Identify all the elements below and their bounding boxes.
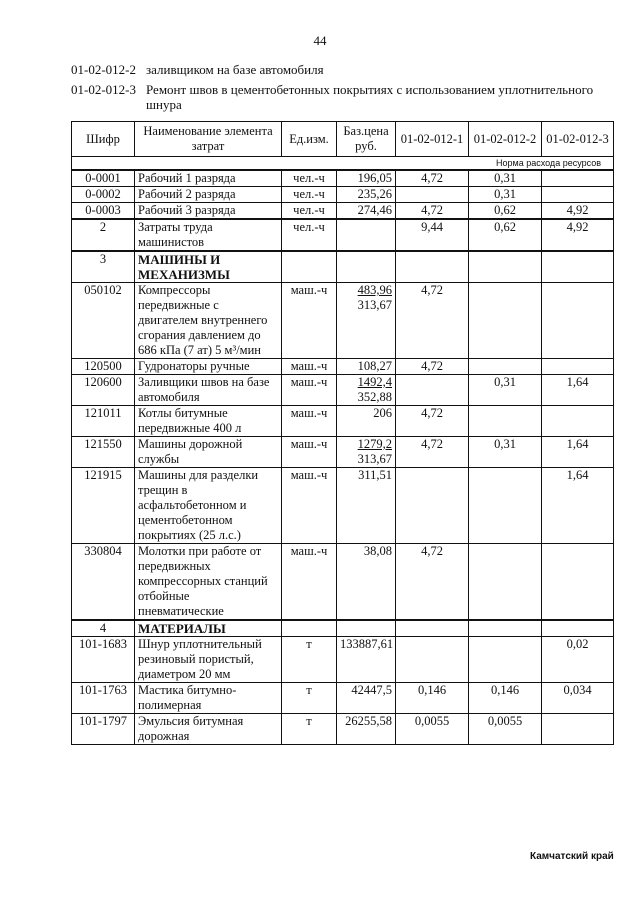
cell-name: Гудронаторы ручные bbox=[135, 359, 282, 375]
cell-price bbox=[337, 544, 396, 621]
cell-price bbox=[337, 683, 396, 714]
cell-v1: 4,72 bbox=[396, 544, 469, 621]
cell-v3: 4,92 bbox=[542, 219, 614, 251]
cell-name: Мастика битумно-полимерная bbox=[135, 683, 282, 714]
cell-v1 bbox=[396, 251, 469, 283]
cell-name: Затраты труда машинистов bbox=[135, 219, 282, 251]
cell-price bbox=[337, 251, 396, 283]
cell-v3: 1,64 bbox=[542, 468, 614, 544]
cell-price bbox=[337, 406, 396, 437]
price-value: 235,26 bbox=[357, 187, 392, 201]
cell-v1 bbox=[396, 375, 469, 406]
cell-price bbox=[337, 283, 396, 359]
cell-code: 120600 bbox=[72, 375, 135, 406]
cell-v3 bbox=[542, 359, 614, 375]
cell-v3 bbox=[542, 283, 614, 359]
cell-name: Эмульсия битумная дорожная bbox=[135, 714, 282, 745]
cell-v1: 4,72 bbox=[396, 203, 469, 220]
cell-code: 101-1683 bbox=[72, 637, 135, 683]
cell-price bbox=[337, 714, 396, 745]
cell-unit: чел.-ч bbox=[282, 203, 337, 220]
cell-price bbox=[337, 219, 396, 251]
cell-code: 121915 bbox=[72, 468, 135, 544]
cell-v1: 4,72 bbox=[396, 406, 469, 437]
cell-v1: 9,44 bbox=[396, 219, 469, 251]
cell-name: Машины для разделки трещин в асфальтобетонном и цементобетонном покрытиях (25 л.с.) bbox=[135, 468, 282, 544]
cell-price bbox=[337, 203, 396, 220]
cell-v3: 1,64 bbox=[542, 437, 614, 468]
table-row bbox=[72, 187, 614, 203]
cell-v2: 0,31 bbox=[469, 375, 542, 406]
cell-v1 bbox=[396, 187, 469, 203]
cell-code: 121011 bbox=[72, 406, 135, 437]
cell-v2 bbox=[469, 406, 542, 437]
norm-label: Норма расхода ресурсов bbox=[72, 157, 614, 171]
price-value: 1492,4 bbox=[357, 375, 392, 389]
cell-code: 101-1763 bbox=[72, 683, 135, 714]
cell-price bbox=[337, 375, 396, 406]
cell-code: 101-1797 bbox=[72, 714, 135, 745]
header-text: Ремонт швов в цементобетонных покрытиях с использованием уплотнительного шнура bbox=[146, 82, 594, 112]
cell-unit: маш.-ч bbox=[282, 544, 337, 621]
price-value: 274,46 bbox=[357, 203, 392, 217]
price-value: 108,27 bbox=[357, 359, 392, 373]
header-text: заливщиком на базе автомобиля bbox=[146, 62, 324, 77]
cell-v1: 4,72 bbox=[396, 170, 469, 187]
cell-name: Рабочий 1 разряда bbox=[135, 170, 282, 187]
price-value: 38,08 bbox=[363, 544, 392, 558]
cell-name: МАТЕРИАЛЫ bbox=[135, 620, 282, 637]
cell-code: 330804 bbox=[72, 544, 135, 621]
cell-v2: 0,62 bbox=[469, 219, 542, 251]
table-row bbox=[72, 468, 614, 544]
cell-code: 0-0001 bbox=[72, 170, 135, 187]
cell-v1: 4,72 bbox=[396, 437, 469, 468]
table-row bbox=[72, 359, 614, 375]
cell-code: 4 bbox=[72, 620, 135, 637]
cell-name: Рабочий 2 разряда bbox=[135, 187, 282, 203]
cell-v3: 0,034 bbox=[542, 683, 614, 714]
cell-unit: маш.-ч bbox=[282, 359, 337, 375]
cell-unit: чел.-ч bbox=[282, 219, 337, 251]
table-row bbox=[72, 437, 614, 468]
cell-v2 bbox=[469, 620, 542, 637]
page-number: 44 bbox=[313, 33, 327, 48]
resource-table bbox=[71, 121, 614, 745]
price-value: 1279,2 bbox=[357, 437, 392, 451]
cell-v3 bbox=[542, 170, 614, 187]
cell-name: МАШИНЫ И МЕХАНИЗМЫ bbox=[135, 251, 282, 283]
table-row bbox=[72, 251, 614, 283]
cell-code: 050102 bbox=[72, 283, 135, 359]
cell-unit: чел.-ч bbox=[282, 170, 337, 187]
cell-code: 3 bbox=[72, 251, 135, 283]
cell-price bbox=[337, 187, 396, 203]
cell-v2: 0,62 bbox=[469, 203, 542, 220]
col-header-v1: 01-02-012-1 bbox=[396, 122, 469, 157]
cell-v2: 0,146 bbox=[469, 683, 542, 714]
cell-unit bbox=[282, 620, 337, 637]
cell-price bbox=[337, 170, 396, 187]
header-code: 01-02-012-2 bbox=[71, 62, 136, 77]
cell-v2: 0,31 bbox=[469, 437, 542, 468]
price-value: 196,05 bbox=[357, 171, 392, 185]
cell-v1: 0,0055 bbox=[396, 714, 469, 745]
cell-v2 bbox=[469, 359, 542, 375]
cell-price bbox=[337, 637, 396, 683]
norm-label-row bbox=[72, 157, 614, 171]
cell-v2 bbox=[469, 251, 542, 283]
cell-name: Заливщики швов на базе автомобиля bbox=[135, 375, 282, 406]
cell-v2: 0,31 bbox=[469, 170, 542, 187]
cell-v3: 4,92 bbox=[542, 203, 614, 220]
cell-name: Машины дорожной службы bbox=[135, 437, 282, 468]
cell-v2: 0,0055 bbox=[469, 714, 542, 745]
table-row bbox=[72, 219, 614, 251]
table-row bbox=[72, 544, 614, 621]
cell-v2: 0,31 bbox=[469, 187, 542, 203]
cell-unit: маш.-ч bbox=[282, 468, 337, 544]
cell-unit: маш.-ч bbox=[282, 406, 337, 437]
cell-price bbox=[337, 620, 396, 637]
table-row bbox=[72, 683, 614, 714]
price-value-secondary: 313,67 bbox=[357, 298, 392, 312]
price-value-secondary: 352,88 bbox=[357, 390, 392, 404]
cell-code: 0-0003 bbox=[72, 203, 135, 220]
col-header-name: Наименование элемента затрат bbox=[135, 122, 282, 157]
cell-v1: 4,72 bbox=[396, 359, 469, 375]
cell-v3: 0,02 bbox=[542, 637, 614, 683]
cell-v3 bbox=[542, 620, 614, 637]
cell-unit bbox=[282, 251, 337, 283]
col-header-v3: 01-02-012-3 bbox=[542, 122, 614, 157]
cell-price bbox=[337, 437, 396, 468]
cell-v1 bbox=[396, 637, 469, 683]
cell-name: Компрессоры передвижные с двигателем внутреннего сгорания давлением до 686 кПа (7 ат) 5 м³/мин bbox=[135, 283, 282, 359]
cell-v3: 1,64 bbox=[542, 375, 614, 406]
table-row bbox=[72, 375, 614, 406]
cell-price bbox=[337, 468, 396, 544]
cell-v2 bbox=[469, 637, 542, 683]
table-row bbox=[72, 620, 614, 637]
footer-region: Камчатский край bbox=[530, 851, 614, 862]
table-row bbox=[72, 203, 614, 220]
cell-unit: т bbox=[282, 683, 337, 714]
col-header-code: Шифр bbox=[72, 122, 135, 157]
cell-name: Шнур уплотнительный резиновый пористый, диаметром 20 мм bbox=[135, 637, 282, 683]
cell-v2 bbox=[469, 283, 542, 359]
cell-v3 bbox=[542, 544, 614, 621]
col-header-v2: 01-02-012-2 bbox=[469, 122, 542, 157]
price-value: 42447,5 bbox=[351, 683, 392, 697]
cell-v3 bbox=[542, 714, 614, 745]
cell-v3 bbox=[542, 251, 614, 283]
table-row bbox=[72, 283, 614, 359]
cell-v1 bbox=[396, 620, 469, 637]
price-value: 133887,61 bbox=[340, 637, 394, 651]
cell-unit: т bbox=[282, 714, 337, 745]
header-line-1 bbox=[71, 62, 596, 77]
cell-unit: чел.-ч bbox=[282, 187, 337, 203]
header-line-2 bbox=[71, 82, 596, 112]
header-code: 01-02-012-3 bbox=[71, 82, 136, 97]
price-value: 311,51 bbox=[358, 468, 392, 482]
cell-v3 bbox=[542, 187, 614, 203]
cell-name: Рабочий 3 разряда bbox=[135, 203, 282, 220]
cell-v1 bbox=[396, 468, 469, 544]
price-value: 206 bbox=[373, 406, 392, 420]
cell-unit: маш.-ч bbox=[282, 283, 337, 359]
cell-code: 120500 bbox=[72, 359, 135, 375]
col-header-unit: Ед.изм. bbox=[282, 122, 337, 157]
price-value: 483,96 bbox=[357, 283, 392, 297]
cell-v1: 4,72 bbox=[396, 283, 469, 359]
cell-unit: маш.-ч bbox=[282, 375, 337, 406]
table-row bbox=[72, 714, 614, 745]
cell-unit: маш.-ч bbox=[282, 437, 337, 468]
cell-price bbox=[337, 359, 396, 375]
price-value: 26255,58 bbox=[345, 714, 392, 728]
cell-name: Котлы битумные передвижные 400 л bbox=[135, 406, 282, 437]
cell-v2 bbox=[469, 544, 542, 621]
cell-v2 bbox=[469, 468, 542, 544]
table-row bbox=[72, 637, 614, 683]
price-value-secondary: 313,67 bbox=[357, 452, 392, 466]
table-header-row bbox=[72, 122, 614, 157]
cell-name: Молотки при работе от передвижных компрессорных станций отбойные пневматические bbox=[135, 544, 282, 621]
table-row bbox=[72, 170, 614, 187]
cell-code: 2 bbox=[72, 219, 135, 251]
cell-v1: 0,146 bbox=[396, 683, 469, 714]
cell-unit: т bbox=[282, 637, 337, 683]
cell-code: 0-0002 bbox=[72, 187, 135, 203]
col-header-price: Баз.цена руб. bbox=[337, 122, 396, 157]
cell-code: 121550 bbox=[72, 437, 135, 468]
table-row bbox=[72, 406, 614, 437]
cell-v3 bbox=[542, 406, 614, 437]
